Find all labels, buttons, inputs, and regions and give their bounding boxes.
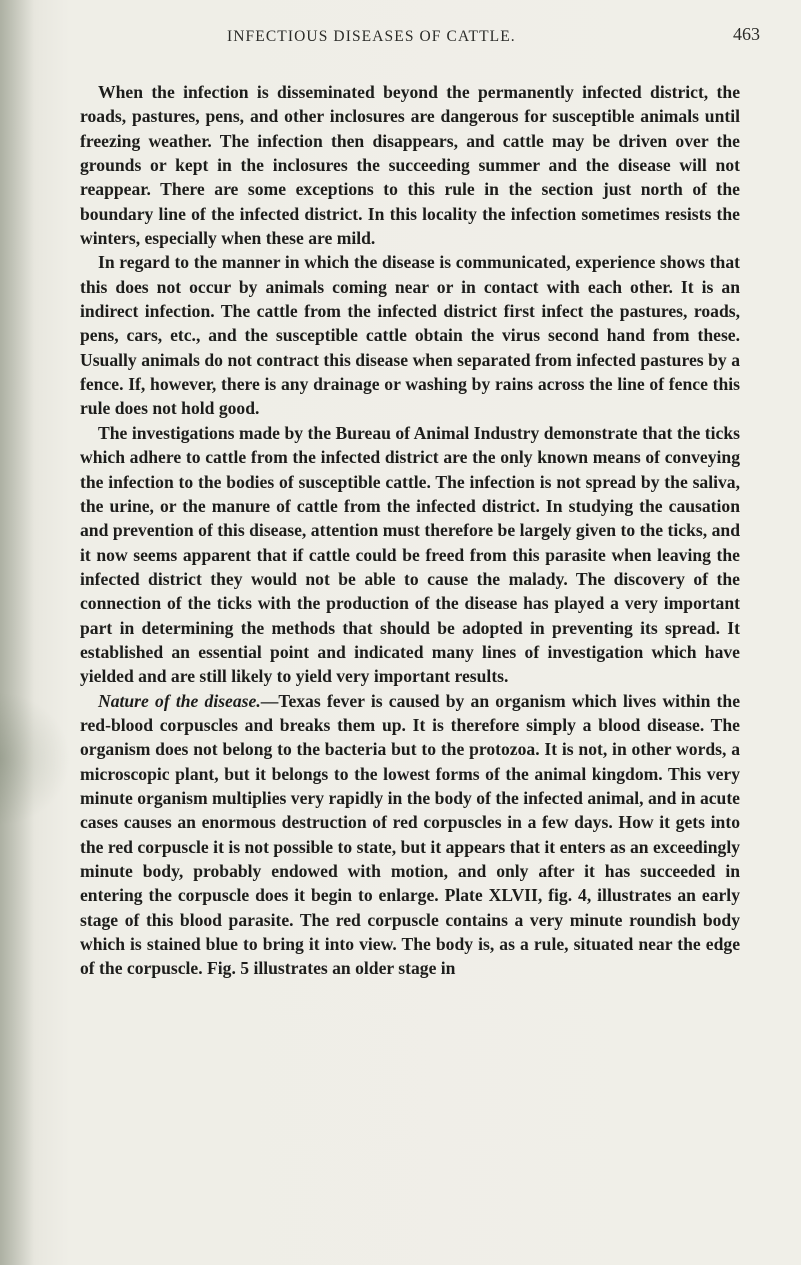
- paragraph-ticks: The investigations made by the Bureau of Animal Industry demonstrate that the ticks which adhere to cattle from the infected district are the only known means of conveying the infection to the bodies of susceptible cattle. The infection is not spread by the saliva, the urine, or the manure of cattle from the infected district. In studying the causation and prevention of this disease, attention must therefore be largely given to the ticks, and it now seems apparent that if cattle could be freed from this parasite when leaving the infected district they would not be able to cause the malady. The discovery of the connection of the ticks with the production of the disease has played a very important part in determining the methods that should be adopted in preventing its spread. It established an essential point and indicated many lines of investigation which have yielded and are still likely to yield very important results.: [80, 422, 740, 687]
- body-text: [80, 80, 740, 981]
- paragraph-nature: [80, 689, 740, 981]
- paragraph-communication: In regard to the manner in which the disease is communicated, experience shows that this does not occur by animals coming near or in contact with each other. It is an indirect infection. The cattle from the infected district first infect the pastures, roads, pens, cars, etc., and the susceptible cattle obtain the virus second hand from these. Usually animals do not contract this disease when separated from infected pastures by a fence. If, however, there is any drainage or washing by rains across the line of fence this rule does not hold good.: [80, 252, 740, 419]
- binding-shadow: [0, 0, 34, 1265]
- running-title: INFECTIOUS DISEASES OF CATTLE.: [227, 28, 516, 45]
- paragraph-dissemination: When the infection is disseminated beyond the permanently infected district, the roads, pastures, pens, and other inclosures are dangerous for susceptible animals until freezing weather. The infection then disappears, and cattle may be driven over the grounds or kept in the inclosures the succeeding summer and the disease will not reappear. There are some exceptions to this rule in the section just north of the boundary line of the infected district. In this locality the infection sometimes resists the winters, especially when these are mild.: [80, 82, 740, 249]
- section-title: Nature of the disease.: [98, 690, 261, 711]
- section-text: Texas fever is caused by an organism which lives within the red-blood corpuscles and breaks them up. It is therefore simply a blood disease. The organism does not belong to the bacteria but to the protozoa. It is not, in other words, a microscopic plant, but it belongs to the lowest forms of the animal kingdom. This very minute organism multiplies very rapidly in the body of the infected animal, and in acute cases causes an enormous destruction of red corpuscles in a few days. How it gets into the red corpuscle it is not possible to state, but it appears that it enters as an exceedingly minute body, probably endowed with motion, and only after it has succeeded in entering the corpuscle does it begin to enlarge. Plate XLVII, fig. 4, illustrates an early stage of this blood parasite. The red corpuscle contains a very minute roundish body which is stained blue to bring it into view. The body is, as a rule, situated near the edge of the corpuscle. Fig. 5 illustrates an older stage in: [80, 690, 740, 979]
- page-number: 463: [733, 24, 760, 44]
- section-dash: —: [260, 690, 279, 711]
